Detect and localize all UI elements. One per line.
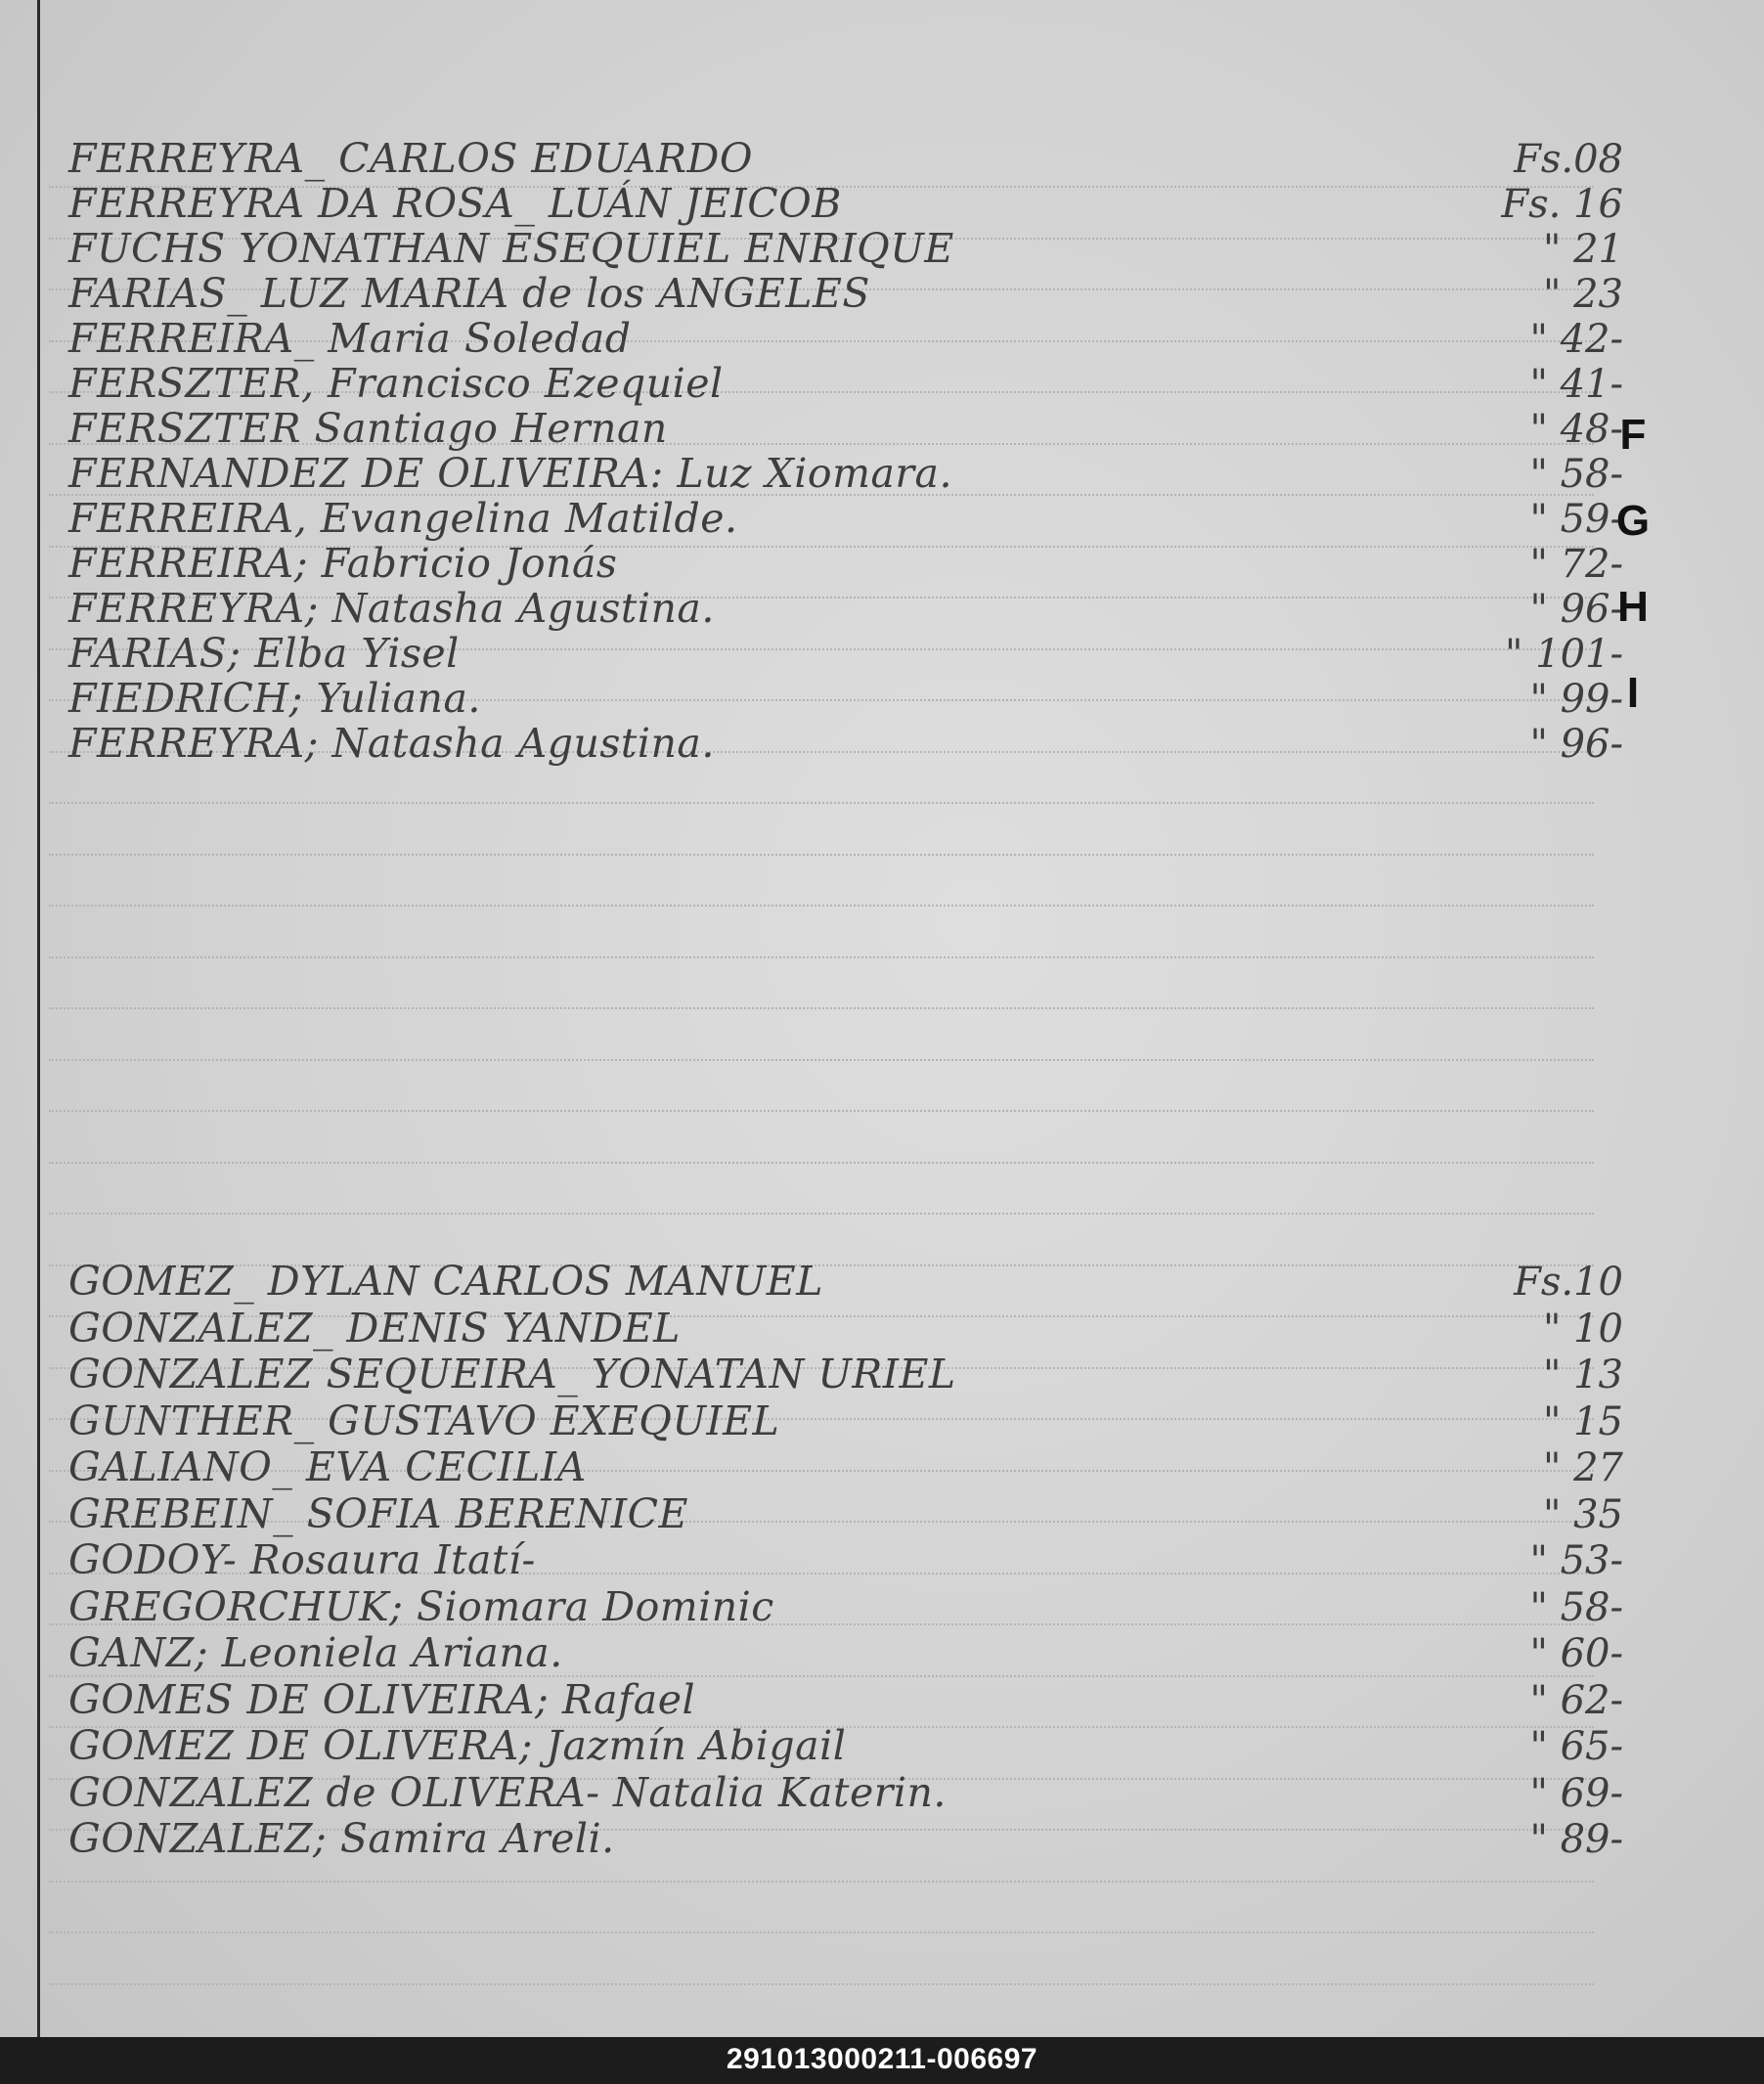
entry-name: FERREYRA DA ROSA_ LUÁN JEICOB — [68, 180, 842, 227]
entry-folio: " 89- — [1529, 1817, 1623, 1862]
index-entry — [0, 1631, 1764, 1682]
entry-name: FUCHS YONATHAN ESEQUIEL ENRIQUE — [68, 225, 954, 272]
entry-folio: Fs.08 — [1514, 137, 1623, 182]
entry-name: GALIANO_ EVA CECILIA — [68, 1443, 587, 1490]
entry-folio: " 58- — [1529, 1585, 1623, 1630]
entry-name: FERSZTER Santiago Hernan — [68, 405, 668, 452]
entry-folio: " 101- — [1505, 632, 1623, 677]
entry-folio: " 15 — [1542, 1399, 1623, 1444]
entry-name: FARIAS_ LUZ MARIA de los ANGELES — [68, 270, 870, 317]
entry-folio: " 10 — [1542, 1307, 1623, 1352]
entry-folio: " 48- — [1529, 407, 1623, 452]
entry-name: FERNANDEZ DE OLIVEIRA: Luz Xiomara. — [68, 450, 953, 497]
index-entry — [0, 1724, 1764, 1775]
entry-folio: " 99- — [1529, 677, 1623, 722]
entry-name: FERSZTER, Francisco Ezequiel — [68, 360, 724, 407]
entry-name: FIEDRICH; Yuliana. — [68, 675, 481, 722]
entry-folio: " 69- — [1529, 1771, 1623, 1816]
entry-folio: " 96- — [1529, 722, 1623, 767]
entry-folio: " 60- — [1529, 1631, 1623, 1676]
index-tab-h: H — [1617, 583, 1649, 631]
ruled-line — [49, 1983, 1594, 1985]
index-entry — [0, 1352, 1764, 1403]
document-id: 291013000211-006697 — [726, 2043, 1038, 2075]
index-entry — [0, 1817, 1764, 1868]
entry-name: FERREIRA_ Maria Soledad — [68, 315, 632, 362]
entry-folio: " 42- — [1529, 317, 1623, 362]
ruled-line — [49, 1213, 1594, 1215]
entry-name: GODOY- Rosaura Itatí- — [68, 1536, 536, 1583]
entry-name: GOMES DE OLIVEIRA; Rafael — [68, 1676, 696, 1723]
entry-name: GREGORCHUK; Siomara Dominic — [68, 1583, 774, 1630]
entry-folio: " 62- — [1529, 1678, 1623, 1723]
ruled-line — [49, 1059, 1594, 1061]
ruled-line — [49, 1162, 1594, 1164]
entry-name: GOMEZ_ DYLAN CARLOS MANUEL — [68, 1258, 823, 1305]
entry-name: GANZ; Leoniela Ariana. — [68, 1629, 563, 1676]
ruled-line — [49, 854, 1594, 856]
entry-folio: " 27 — [1542, 1445, 1623, 1490]
entry-name: GONZALEZ; Samira Areli. — [68, 1815, 615, 1862]
ruled-line — [49, 1931, 1594, 1933]
ruled-line — [49, 802, 1594, 804]
index-entry — [0, 722, 1764, 773]
entry-folio: " 59- — [1529, 497, 1623, 542]
entry-folio: " 35 — [1542, 1492, 1623, 1537]
entry-folio: " 58- — [1529, 452, 1623, 497]
entry-folio: Fs.10 — [1514, 1260, 1623, 1305]
index-entry — [0, 1445, 1764, 1496]
entry-folio: " 23 — [1542, 272, 1623, 317]
entry-name: GOMEZ DE OLIVERA; Jazmín Abigail — [68, 1722, 847, 1769]
ruled-line — [49, 1110, 1594, 1112]
entry-name: FERREYRA_ CARLOS EDUARDO — [68, 135, 753, 182]
entry-name: FERREIRA, Evangelina Matilde. — [68, 495, 738, 542]
index-entry — [0, 1260, 1764, 1310]
ruled-line — [49, 1881, 1594, 1883]
entry-folio: " 41- — [1529, 362, 1623, 407]
ruled-line — [49, 905, 1594, 907]
entry-name: GONZALEZ de OLIVERA- Natalia Katerin. — [68, 1769, 947, 1816]
ruled-line — [49, 1007, 1594, 1009]
entry-folio: " 96- — [1529, 587, 1623, 632]
entry-folio: " 13 — [1542, 1352, 1623, 1397]
index-entry — [0, 1538, 1764, 1589]
ruled-line — [49, 956, 1594, 958]
entry-name: GUNTHER_ GUSTAVO EXEQUIEL — [68, 1397, 780, 1444]
entry-name: GONZALEZ SEQUEIRA_ YONATAN URIEL — [68, 1351, 956, 1397]
entry-folio: " 53- — [1529, 1538, 1623, 1583]
entry-name: FERREYRA; Natasha Agustina. — [68, 585, 715, 632]
entry-folio: " 65- — [1529, 1724, 1623, 1769]
entry-name: FERREIRA; Fabricio Jonás — [68, 540, 618, 587]
entry-folio: " 21 — [1542, 227, 1623, 272]
index-tab-i: I — [1626, 669, 1640, 717]
entry-name: GREBEIN_ SOFIA BERENICE — [68, 1490, 688, 1537]
entry-folio: Fs. 16 — [1501, 182, 1623, 227]
entry-name: FERREYRA; Natasha Agustina. — [68, 720, 715, 767]
scan-footer-bar — [0, 2037, 1764, 2084]
index-tab-g: G — [1615, 497, 1651, 545]
entry-name: GONZALEZ_ DENIS YANDEL — [68, 1305, 681, 1352]
index-tab-f: F — [1619, 411, 1647, 459]
entry-name: FARIAS; Elba Yisel — [68, 630, 460, 677]
entry-folio: " 72- — [1529, 542, 1623, 587]
